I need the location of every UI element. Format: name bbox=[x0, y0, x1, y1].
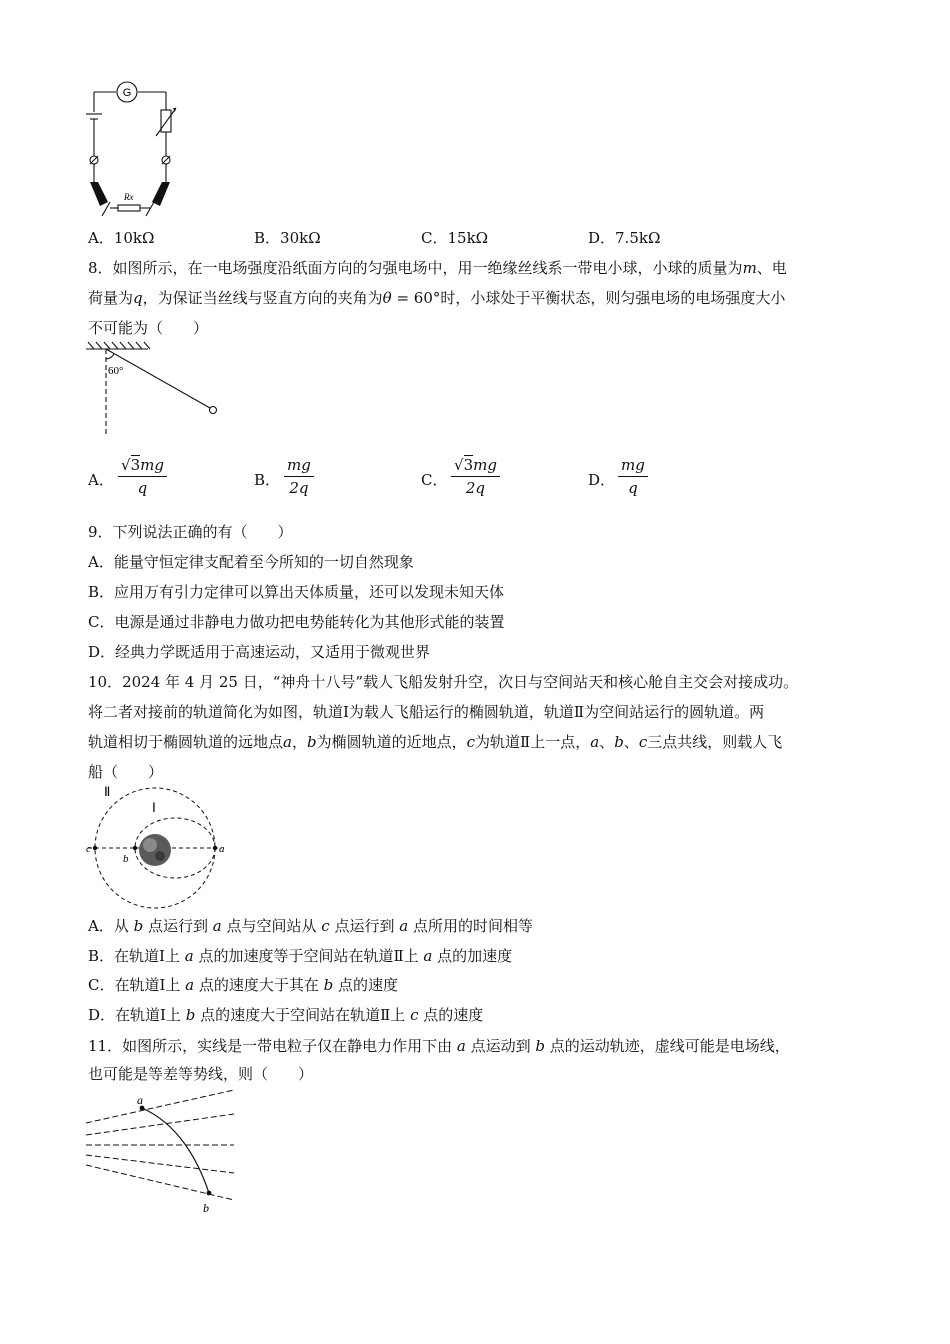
option-text: 10kΩ bbox=[113, 229, 155, 247]
q7-option-d[interactable] bbox=[588, 228, 660, 248]
q7-option-b[interactable] bbox=[254, 228, 321, 248]
orbit-ii-label: Ⅱ bbox=[104, 784, 111, 799]
point-b-label: b bbox=[123, 853, 129, 865]
q9-option-d[interactable]: D．经典力学既适用于高速运动，又适用于微观世界 bbox=[88, 643, 431, 661]
point-c-label: c bbox=[86, 843, 91, 855]
point-b-label: b bbox=[203, 1201, 209, 1215]
angle-label: 60° bbox=[108, 365, 124, 377]
q10-stem-line-4: 船（ ） bbox=[88, 763, 164, 781]
option-text: 7.5kΩ bbox=[615, 229, 661, 247]
q11-field-figure bbox=[82, 1088, 242, 1223]
q11-stem-line-2: 也可能是等差等势线，则（ ） bbox=[88, 1065, 314, 1083]
option-letter: A． bbox=[88, 229, 114, 247]
q10-option-b[interactable]: B．在轨道Ⅰ上 a 点的加速度等于空间站在轨道Ⅱ上 a 点的加速度 bbox=[88, 947, 513, 965]
q8-option-a-fraction: $\frac{√3mg}{q}$ bbox=[118, 456, 167, 497]
q9-option-a[interactable]: A．能量守恒定律支配着至今所知的一切自然现象 bbox=[88, 553, 414, 571]
q8-stem-line-2: 荷量为q，为保证当丝线与竖直方向的夹角为θ = 60°时，小球处于平衡状态，则匀强电场的电场强度大小 bbox=[88, 289, 786, 307]
q7-option-a[interactable] bbox=[88, 228, 154, 248]
q10-option-c[interactable]: C．在轨道Ⅰ上 a 点的速度大于其在 b 点的速度 bbox=[88, 976, 399, 994]
q10-stem-line-2: 将二者对接前的轨道简化为如图，轨道Ⅰ为载人飞船运行的椭圆轨道，轨道Ⅱ为空间站运行的圆轨道。两 bbox=[88, 703, 765, 721]
q10-stem-line-3: 轨道相切于椭圆轨道的远地点a，b为椭圆轨道的近地点，c为轨道Ⅱ上一点，a、b、c三点共线，则载人飞 bbox=[88, 733, 783, 751]
option-letter: D． bbox=[588, 229, 616, 247]
q10-stem-line-1: 10．2024 年 4 月 25 日，“神舟十八号”载人飞船发射升空，次日与空间站天和核心舱自主交会对接成功。 bbox=[88, 673, 799, 691]
q8-option-d-letter[interactable]: D． bbox=[588, 471, 616, 489]
q11-stem-line-1: 11．如图所示，实线是一带电粒子仅在静电力作用下由 a 点运动到 b 点的运动轨迹，虚线可能是电场线， bbox=[88, 1037, 790, 1055]
q10-option-a[interactable]: A．从 b 点运行到 a 点与空间站从 c 点运行到 a 点所用的时间相等 bbox=[88, 917, 533, 935]
resistor-label: Rx bbox=[124, 192, 134, 202]
q9-option-b[interactable]: B．应用万有引力定律可以算出天体质量，还可以发现未知天体 bbox=[88, 583, 505, 601]
option-text: 30kΩ bbox=[280, 229, 321, 247]
q7-option-c[interactable] bbox=[421, 228, 488, 248]
option-letter: C． bbox=[421, 229, 448, 247]
q10-option-d[interactable]: D．在轨道Ⅰ上 b 点的速度大于空间站在轨道Ⅱ上 c 点的速度 bbox=[88, 1006, 484, 1024]
q8-stem-line-1: 8．如图所示，在一电场强度沿纸面方向的匀强电场中，用一绝缘丝线系一带电小球，小球的质量为m、电 bbox=[88, 259, 787, 277]
q8-option-c-fraction: $\frac{√3mg}{2q}$ bbox=[451, 456, 500, 497]
galvanometer-label: G bbox=[122, 87, 132, 99]
orbit-i-label: Ⅰ bbox=[152, 800, 156, 815]
point-a-label: a bbox=[137, 1093, 143, 1107]
q10-orbit-figure bbox=[82, 784, 232, 909]
q8-option-c-letter[interactable]: C． bbox=[421, 471, 448, 489]
q8-option-a-letter[interactable]: A． bbox=[88, 471, 114, 489]
q9-stem: 9．下列说法正确的有（ ） bbox=[88, 523, 293, 541]
option-letter: B． bbox=[254, 229, 281, 247]
q8-option-d-fraction: $\frac{mg}{q}$ bbox=[618, 456, 648, 497]
q8-option-b-letter[interactable]: B． bbox=[254, 471, 281, 489]
q8-option-b-fraction: $\frac{mg}{2q}$ bbox=[284, 456, 314, 497]
q7-circuit-figure bbox=[80, 78, 180, 218]
q8-stem-line-3: 不可能为（ ） bbox=[88, 319, 209, 337]
q8-pendulum-figure bbox=[82, 342, 222, 437]
point-a-label: a bbox=[219, 843, 225, 855]
q9-option-c[interactable]: C．电源是通过非静电力做功把电势能转化为其他形式能的装置 bbox=[88, 613, 505, 631]
option-text: 15kΩ bbox=[447, 229, 489, 247]
